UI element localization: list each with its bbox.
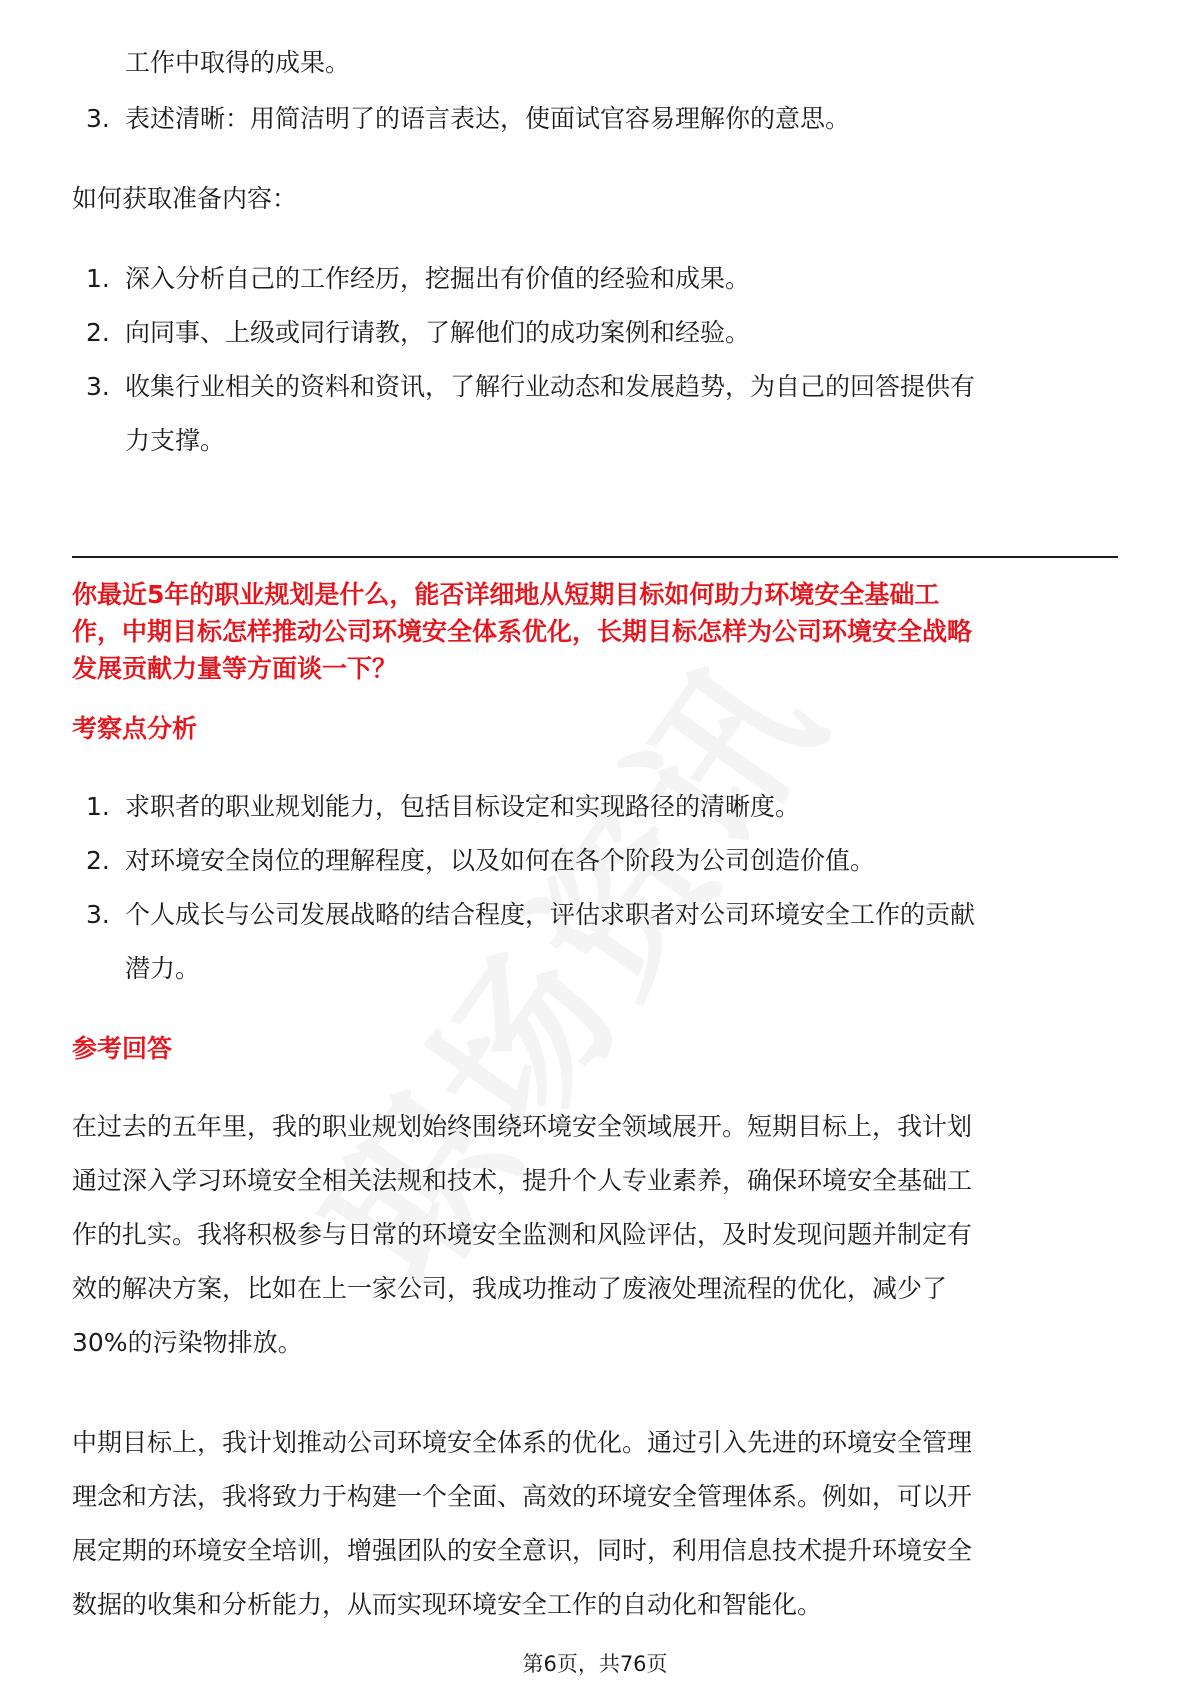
question-line: 作，中期目标怎样推动公司环境安全体系优化，长期目标怎样为公司环境安全战略 [72, 617, 973, 646]
list-item [72, 844, 1118, 878]
list-item-text: 力支撑。 [125, 426, 226, 455]
list-number: 3. [86, 900, 110, 929]
section-heading-answer: 参考回答 [72, 1034, 173, 1063]
list-number: 3. [86, 372, 110, 401]
list-item-text: 表述清晰：用简洁明了的语言表达，使面试官容易理解你的意思。 [125, 104, 851, 133]
answer-paragraph-line: 在过去的五年里，我的职业规划始终围绕环境安全领域展开。短期目标上，我计划 [72, 1112, 973, 1141]
list-number: 1. [86, 792, 110, 821]
list-item [72, 102, 1118, 136]
list-number: 2. [86, 846, 110, 875]
list-item-text: 向同事、上级或同行请教，了解他们的成功案例和经验。 [125, 318, 751, 347]
list-item [72, 898, 1118, 988]
list-continuation: 工作中取得的成果。 [125, 48, 351, 77]
list-item-text: 深入分析自己的工作经历，挖掘出有价值的经验和成果。 [125, 264, 751, 293]
list-item-text: 求职者的职业规划能力，包括目标设定和实现路径的清晰度。 [125, 792, 801, 821]
section-heading-analysis: 考察点分析 [72, 714, 198, 743]
list-item-text: 对环境安全岗位的理解程度，以及如何在各个阶段为公司创造价值。 [125, 846, 876, 875]
question-line: 发展贡献力量等方面谈一下？ [72, 654, 398, 683]
list-item [72, 262, 1118, 296]
list-item [72, 790, 1118, 824]
list-number: 1. [86, 264, 110, 293]
list-item-text: 个人成长与公司发展战略的结合程度，评估求职者对公司环境安全工作的贡献 [125, 900, 976, 929]
answer-paragraph-line: 数据的收集和分析能力，从而实现环境安全工作的自动化和智能化。 [72, 1590, 823, 1619]
answer-paragraph-line: 作的扎实。我将积极参与日常的环境安全监测和风险评估，及时发现问题并制定有 [72, 1220, 973, 1249]
page-footer: 第6页，共76页 [522, 1652, 668, 1676]
list-item-text: 收集行业相关的资料和资讯，了解行业动态和发展趋势，为自己的回答提供有 [125, 372, 976, 401]
list-item [72, 370, 1118, 460]
section-divider [72, 556, 1118, 558]
question-line: 你最近5年的职业规划是什么，能否详细地从短期目标如何助力环境安全基础工 [72, 580, 940, 609]
answer-paragraph-line: 展定期的环境安全培训，增强团队的安全意识，同时，利用信息技术提升环境安全 [72, 1536, 973, 1565]
answer-paragraph-line: 30%的污染物排放。 [72, 1328, 303, 1357]
answer-paragraph-line: 中期目标上，我计划推动公司环境安全体系的优化。通过引入先进的环境安全管理 [72, 1428, 973, 1457]
list-item [72, 316, 1118, 350]
answer-paragraph-line: 通过深入学习环境安全相关法规和技术，提升个人专业素养，确保环境安全基础工 [72, 1166, 973, 1195]
answer-paragraph-line: 理念和方法，我将致力于构建一个全面、高效的环境安全管理体系。例如，可以开 [72, 1482, 973, 1511]
section-heading-prep: 如何获取准备内容： [72, 184, 298, 213]
answer-paragraph-line: 效的解决方案，比如在上一家公司，我成功推动了废液处理流程的优化，减少了 [72, 1274, 948, 1303]
list-item-text: 潜力。 [125, 954, 201, 983]
list-number: 2. [86, 318, 110, 347]
list-number: 3. [86, 104, 110, 133]
